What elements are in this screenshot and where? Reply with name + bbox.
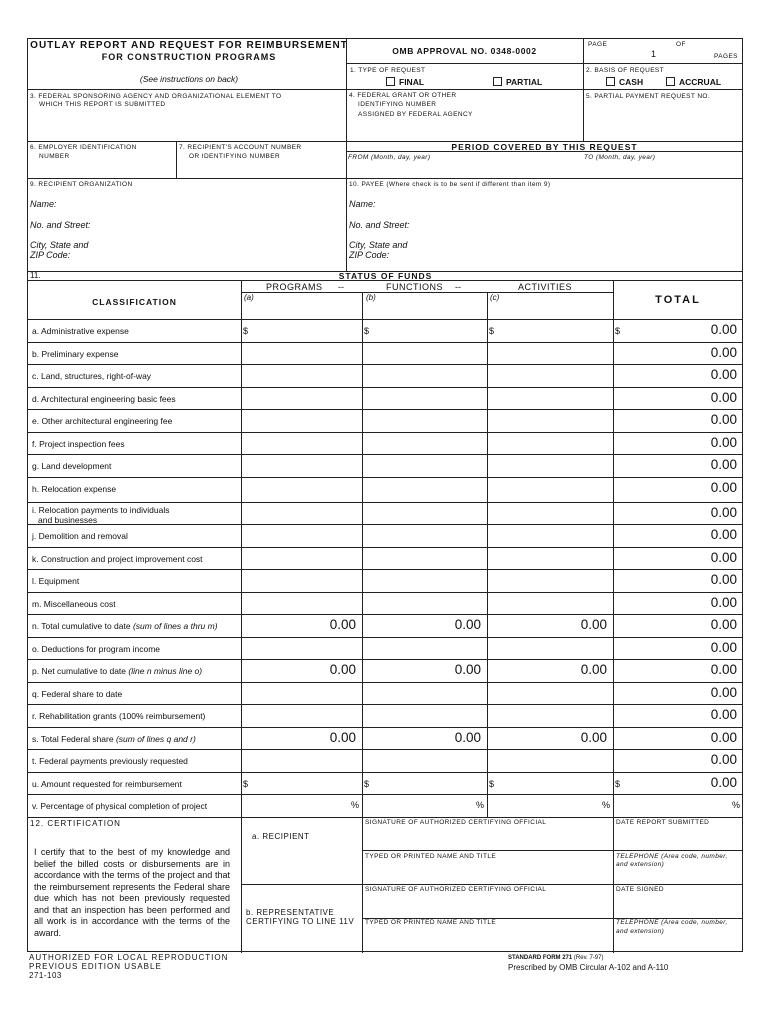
row-divider [28, 454, 743, 455]
amount-cell-b[interactable]: 0.00 [454, 730, 481, 745]
typed-name-label-1: TYPED OR PRINTED NAME AND TITLE [365, 853, 497, 860]
row-divider [28, 772, 743, 773]
row-divider [28, 342, 743, 343]
row-label [32, 576, 79, 586]
percent-sign: % [476, 800, 485, 810]
account-number-label-1: 7. RECIPIENT'S ACCOUNT NUMBER [179, 144, 302, 151]
amount-cell-total[interactable]: 0.00 [710, 707, 737, 722]
amount-cell-b[interactable] [362, 685, 481, 701]
row-label-text: a. Administrative expense [32, 326, 129, 336]
row-divider [28, 432, 743, 433]
row-label-text: k. Construction and project improvement cost [32, 554, 203, 564]
row-label [32, 394, 176, 404]
row-label [32, 779, 182, 789]
recipient-name-label: Name: [30, 199, 57, 209]
amount-cell-a[interactable] [241, 505, 356, 521]
row-label [32, 349, 118, 359]
final-checkbox[interactable]: FINAL [386, 77, 424, 87]
amount-cell-total[interactable]: 0.00 [710, 527, 737, 542]
row-label-line1: i. Relocation payments to individuals [32, 505, 170, 515]
amount-cell-c[interactable] [487, 752, 607, 768]
row-label-text: r. Rehabilitation grants (100% reimbursement) [32, 711, 206, 721]
amount-cell-a[interactable] [241, 707, 356, 723]
amount-cell-total[interactable]: 0.00 [710, 775, 737, 790]
amount-cell-b[interactable] [362, 390, 481, 406]
amount-cell-a[interactable] [241, 685, 356, 701]
amount-cell-a[interactable] [241, 572, 356, 588]
row-divider [28, 409, 743, 410]
activities-header: ACTIVITIES [518, 282, 573, 292]
outlay-report-form [27, 38, 743, 952]
date-submitted-label: DATE REPORT SUBMITTED [616, 819, 710, 826]
omb-approval-number: OMB APPROVAL NO. 0348-0002 [392, 46, 537, 56]
grant-number-label-2: IDENTIFYING NUMBER [358, 101, 437, 108]
page-number[interactable]: 1 [651, 49, 657, 59]
amount-cell-total[interactable]: 0.00 [710, 480, 737, 495]
amount-cell-c[interactable]: 0.00 [580, 662, 607, 677]
period-covered-title: PERIOD COVERED BY THIS REQUEST [451, 142, 638, 152]
row-label [32, 484, 116, 494]
amount-cell-b[interactable] [362, 367, 481, 383]
certification-title: 12. CERTIFICATION [30, 819, 121, 828]
checkbox-icon [386, 77, 395, 86]
amount-cell-total[interactable]: 0.00 [710, 367, 737, 382]
amount-cell-b[interactable] [362, 505, 481, 521]
sponsoring-agency-label-1: 3. FEDERAL SPONSORING AGENCY AND ORGANIZATIONAL ELEMENT TO [30, 93, 282, 100]
row-label-text: n. Total cumulative to date [32, 621, 133, 631]
programs-header: PROGRAMS [266, 282, 323, 292]
dash-1: -- [338, 282, 344, 292]
amount-cell-c[interactable] [487, 367, 607, 383]
amount-cell-b[interactable] [362, 775, 481, 791]
dollar-sign: $ [615, 326, 621, 336]
column-a-label: (a) [244, 293, 254, 302]
amount-cell-b[interactable]: 0.00 [454, 662, 481, 677]
footer-previous-edition: PREVIOUS EDITION USABLE [29, 962, 162, 971]
amount-cell-c[interactable] [487, 685, 607, 701]
amount-cell-total[interactable]: 0.00 [710, 550, 737, 565]
row-label [32, 621, 218, 631]
recipient-city-label-1: City, State and [30, 240, 89, 250]
period-to-label: TO (Month, day, year) [584, 154, 656, 161]
amount-cell-total[interactable]: 0.00 [710, 322, 737, 337]
row-divider [28, 749, 743, 750]
row-divider [28, 477, 743, 478]
amount-cell-b[interactable] [362, 640, 481, 656]
row-label [32, 326, 129, 336]
amount-cell-a[interactable] [241, 550, 356, 566]
employer-id-label-1: 6. EMPLOYER IDENTIFICATION [30, 144, 137, 151]
amount-cell-b[interactable] [362, 550, 481, 566]
amount-cell-a[interactable] [241, 797, 356, 813]
row-label-text: g. Land development [32, 461, 112, 471]
amount-cell-total[interactable]: 0.00 [710, 752, 737, 767]
row-divider [28, 637, 743, 638]
row-label-text: l. Equipment [32, 576, 80, 586]
amount-cell-b[interactable] [362, 572, 481, 588]
employer-id-label-2: NUMBER [39, 153, 70, 160]
amount-cell-total[interactable]: 0.00 [710, 730, 737, 745]
row-label [32, 439, 125, 449]
footer-authorized: AUTHORIZED FOR LOCAL REPRODUCTION [29, 953, 229, 962]
amount-cell-a[interactable]: 0.00 [329, 662, 356, 677]
page-label: PAGE [588, 41, 608, 48]
certification-text: I certify that to the best of my knowledge and belief the billed costs or disbursements are in accordance with the terms of the project and that the reimbursement represents the Federal share due which has not been previously requested and that an inspection has been performed and all work is in accordance with the terms of the award. [34, 847, 230, 938]
amount-cell-a[interactable] [241, 412, 356, 428]
row-divider [28, 364, 743, 365]
recipient-label: a. RECIPIENT [252, 832, 310, 841]
row-label [32, 416, 172, 426]
row-divider [28, 524, 743, 525]
amount-cell-c[interactable] [487, 775, 607, 791]
amount-cell-c[interactable] [487, 322, 607, 338]
amount-cell-c[interactable] [487, 435, 607, 451]
row-label [32, 599, 116, 609]
account-number-label-2: OR IDENTIFYING NUMBER [189, 153, 281, 160]
amount-cell-b[interactable] [362, 480, 481, 496]
payee-city-label-1: City, State and [349, 240, 408, 250]
classification-header: CLASSIFICATION [92, 297, 177, 307]
type-of-request-label: 1. TYPE OF REQUEST [350, 67, 426, 74]
column-c-label: (c) [490, 293, 500, 302]
amount-cell-total[interactable]: 0.00 [710, 662, 737, 677]
amount-cell-a[interactable] [241, 595, 356, 611]
amount-cell-total[interactable]: 0.00 [710, 345, 737, 360]
dollar-sign: $ [243, 326, 249, 336]
row-divider [28, 592, 743, 593]
amount-cell-total[interactable]: 0.00 [710, 505, 737, 520]
amount-cell-b[interactable] [362, 345, 481, 361]
checkbox-icon [666, 77, 675, 86]
amount-cell-b[interactable] [362, 435, 481, 451]
dollar-sign: $ [489, 779, 495, 789]
payee-street-label: No. and Street: [349, 220, 410, 230]
basis-of-request-label: 2. BASIS OF REQUEST [586, 67, 665, 74]
amount-cell-a[interactable] [241, 775, 356, 791]
dollar-sign: $ [364, 779, 370, 789]
row-label-line2: and businesses [38, 515, 98, 525]
functions-header: FUNCTIONS [386, 282, 443, 292]
amount-cell-a[interactable]: 0.00 [329, 617, 356, 632]
amount-cell-a[interactable] [241, 527, 356, 543]
amount-cell-a[interactable] [241, 457, 356, 473]
amount-cell-total[interactable]: 0.00 [710, 617, 737, 632]
amount-cell-total[interactable] [613, 797, 737, 813]
row-divider [28, 659, 743, 660]
row-label [32, 801, 207, 811]
dollar-sign: $ [243, 779, 249, 789]
row-divider [28, 682, 743, 683]
pages-label: PAGES [714, 53, 738, 60]
amount-cell-b[interactable] [362, 752, 481, 768]
dollar-sign: $ [615, 779, 621, 789]
status-of-funds-title: STATUS OF FUNDS [338, 271, 433, 281]
period-from-label: FROM (Month, day, year) [348, 154, 431, 161]
telephone-label-2a: TELEPHONE (Area code, number, [616, 919, 728, 926]
column-b-label: (b) [366, 293, 376, 302]
amount-cell-total[interactable]: 0.00 [710, 412, 737, 427]
partial-payment-label: 5. PARTIAL PAYMENT REQUEST NO. [586, 93, 711, 100]
total-header: TOTAL [655, 294, 701, 306]
telephone-label-2b: and extension) [616, 928, 665, 935]
amount-cell-a[interactable] [241, 435, 356, 451]
footer-standard-form: STANDARD FORM 271 (Rev. 7-97) [508, 955, 604, 961]
row-label-text: d. Architectural engineering basic fees [32, 394, 176, 404]
instructions-note: (See instructions on back) [139, 74, 239, 84]
row-label-note: (sum of lines a thru m) [132, 621, 218, 631]
signature-label-2: SIGNATURE OF AUTHORIZED CERTIFYING OFFICIAL [365, 886, 547, 893]
amount-cell-a[interactable] [241, 390, 356, 406]
dollar-sign: $ [489, 326, 495, 336]
row-label [32, 644, 160, 654]
amount-cell-c[interactable]: 0.00 [580, 730, 607, 745]
percent-sign: % [351, 800, 360, 810]
footer-prescribed: Prescribed by OMB Circular A-102 and A-110 [508, 963, 669, 972]
amount-cell-b[interactable] [362, 457, 481, 473]
amount-cell-a[interactable] [241, 367, 356, 383]
amount-cell-total[interactable]: 0.00 [710, 572, 737, 587]
checkbox-icon [493, 77, 502, 86]
amount-cell-c[interactable] [487, 390, 607, 406]
form-title-line2: FOR CONSTRUCTION PROGRAMS [101, 52, 277, 62]
row-label-text: o. Deductions for program income [32, 644, 161, 654]
representative-label-2: CERTIFYING TO LINE 11V [246, 917, 355, 926]
row-label-text: b. Preliminary expense [32, 349, 119, 359]
row-divider [28, 387, 743, 388]
amount-cell-b[interactable] [362, 412, 481, 428]
row-divider [28, 502, 743, 503]
amount-cell-c[interactable] [487, 572, 607, 588]
telephone-label-1b: and extension) [616, 861, 665, 868]
amount-cell-b[interactable] [362, 707, 481, 723]
row-label [32, 554, 203, 564]
form-title-line1: OUTLAY REPORT AND REQUEST FOR REIMBURSEMENT [30, 40, 348, 51]
footer-form-number: 271-103 [29, 971, 62, 980]
row-label-text: s. Total Federal share [32, 734, 116, 744]
amount-cell-c[interactable] [487, 412, 607, 428]
amount-cell-a[interactable]: 0.00 [329, 730, 356, 745]
amount-cell-total[interactable]: 0.00 [710, 685, 737, 700]
amount-cell-c[interactable] [487, 550, 607, 566]
amount-cell-c[interactable] [487, 527, 607, 543]
amount-cell-total[interactable]: 0.00 [710, 640, 737, 655]
sponsoring-agency-label-2: WHICH THIS REPORT IS SUBMITTED [39, 101, 166, 108]
percent-sign: % [732, 800, 741, 810]
amount-cell-total[interactable]: 0.00 [710, 595, 737, 610]
amount-cell-c[interactable] [487, 640, 607, 656]
amount-cell-total[interactable]: 0.00 [710, 457, 737, 472]
amount-cell-c[interactable] [487, 707, 607, 723]
accrual-checkbox[interactable]: ACCRUAL [666, 77, 721, 87]
row-divider [28, 704, 743, 705]
amount-cell-a[interactable] [241, 640, 356, 656]
row-divider [28, 569, 743, 570]
recipient-city-label-2: ZIP Code: [30, 250, 71, 260]
amount-cell-c[interactable]: 0.00 [580, 617, 607, 632]
row-label [32, 711, 205, 721]
row-label-text: j. Demolition and removal [32, 531, 128, 541]
row-label [32, 531, 128, 541]
row-label-note: (line n minus line o) [128, 666, 203, 676]
amount-cell-c[interactable] [487, 595, 607, 611]
amount-cell-a[interactable] [241, 752, 356, 768]
grant-number-label-1: 4. FEDERAL GRANT OR OTHER [349, 92, 457, 99]
payee-label: 10. PAYEE (Where check is to be sent if different than item 9) [349, 181, 551, 188]
payee-city-label-2: ZIP Code: [349, 250, 390, 260]
row-divider [28, 727, 743, 728]
representative-label-1: b. REPRESENTATIVE [246, 908, 335, 917]
date-signed-label: DATE SIGNED [616, 886, 664, 893]
row-label [32, 505, 170, 525]
row-label [32, 371, 151, 381]
row-label [32, 756, 188, 766]
amount-cell-b[interactable]: 0.00 [454, 617, 481, 632]
amount-cell-b[interactable] [362, 322, 481, 338]
row-divider [28, 547, 743, 548]
row-divider [28, 614, 743, 615]
grant-number-label-3: ASSIGNED BY FEDERAL AGENCY [358, 111, 473, 118]
recipient-org-label: 9. RECIPIENT ORGANIZATION [30, 181, 133, 188]
amount-cell-c[interactable] [487, 797, 607, 813]
amount-cell-b[interactable] [362, 595, 481, 611]
checkbox-icon [606, 77, 615, 86]
dash-2: -- [455, 282, 461, 292]
dollar-sign: $ [364, 326, 370, 336]
amount-cell-c[interactable] [487, 345, 607, 361]
row-label-text: m. Miscellaneous cost [32, 599, 116, 609]
amount-cell-b[interactable] [362, 797, 481, 813]
row-label-text: f. Project inspection fees [32, 439, 125, 449]
amount-cell-c[interactable] [487, 480, 607, 496]
row-divider [28, 794, 743, 795]
cash-checkbox[interactable]: CASH [606, 77, 643, 87]
row-label-text: u. Amount requested for reimbursement [32, 779, 182, 789]
of-label: OF [676, 41, 686, 48]
row-label-text: h. Relocation expense [32, 484, 117, 494]
status-number: 11. [30, 271, 41, 280]
row-label-text: q. Federal share to date [32, 689, 123, 699]
amount-cell-c[interactable] [487, 457, 607, 473]
recipient-street-label: No. and Street: [30, 220, 91, 230]
amount-cell-a[interactable] [241, 480, 356, 496]
partial-checkbox[interactable]: PARTIAL [493, 77, 542, 87]
typed-name-label-2: TYPED OR PRINTED NAME AND TITLE [365, 919, 497, 926]
row-label-text: p. Net cumulative to date [32, 666, 129, 676]
telephone-label-1a: TELEPHONE (Area code, number, [616, 853, 728, 860]
amount-cell-a[interactable] [241, 322, 356, 338]
payee-name-label: Name: [349, 199, 376, 209]
amount-cell-total[interactable]: 0.00 [710, 435, 737, 450]
percent-sign: % [602, 800, 611, 810]
amount-cell-total[interactable]: 0.00 [710, 390, 737, 405]
row-label [32, 689, 122, 699]
row-label-text: c. Land, structures, right-of-way [32, 371, 152, 381]
row-label-text: v. Percentage of physical completion of project [32, 801, 208, 811]
amount-cell-a[interactable] [241, 345, 356, 361]
row-label [32, 461, 111, 471]
row-label-text: e. Other architectural engineering fee [32, 416, 173, 426]
row-label [32, 666, 202, 676]
amount-cell-c[interactable] [487, 505, 607, 521]
amount-cell-b[interactable] [362, 527, 481, 543]
row-label [32, 734, 196, 744]
row-label-text: t. Federal payments previously requested [32, 756, 188, 766]
row-label-note: (sum of lines q and r) [115, 734, 196, 744]
signature-label-1: SIGNATURE OF AUTHORIZED CERTIFYING OFFICIAL [365, 819, 547, 826]
